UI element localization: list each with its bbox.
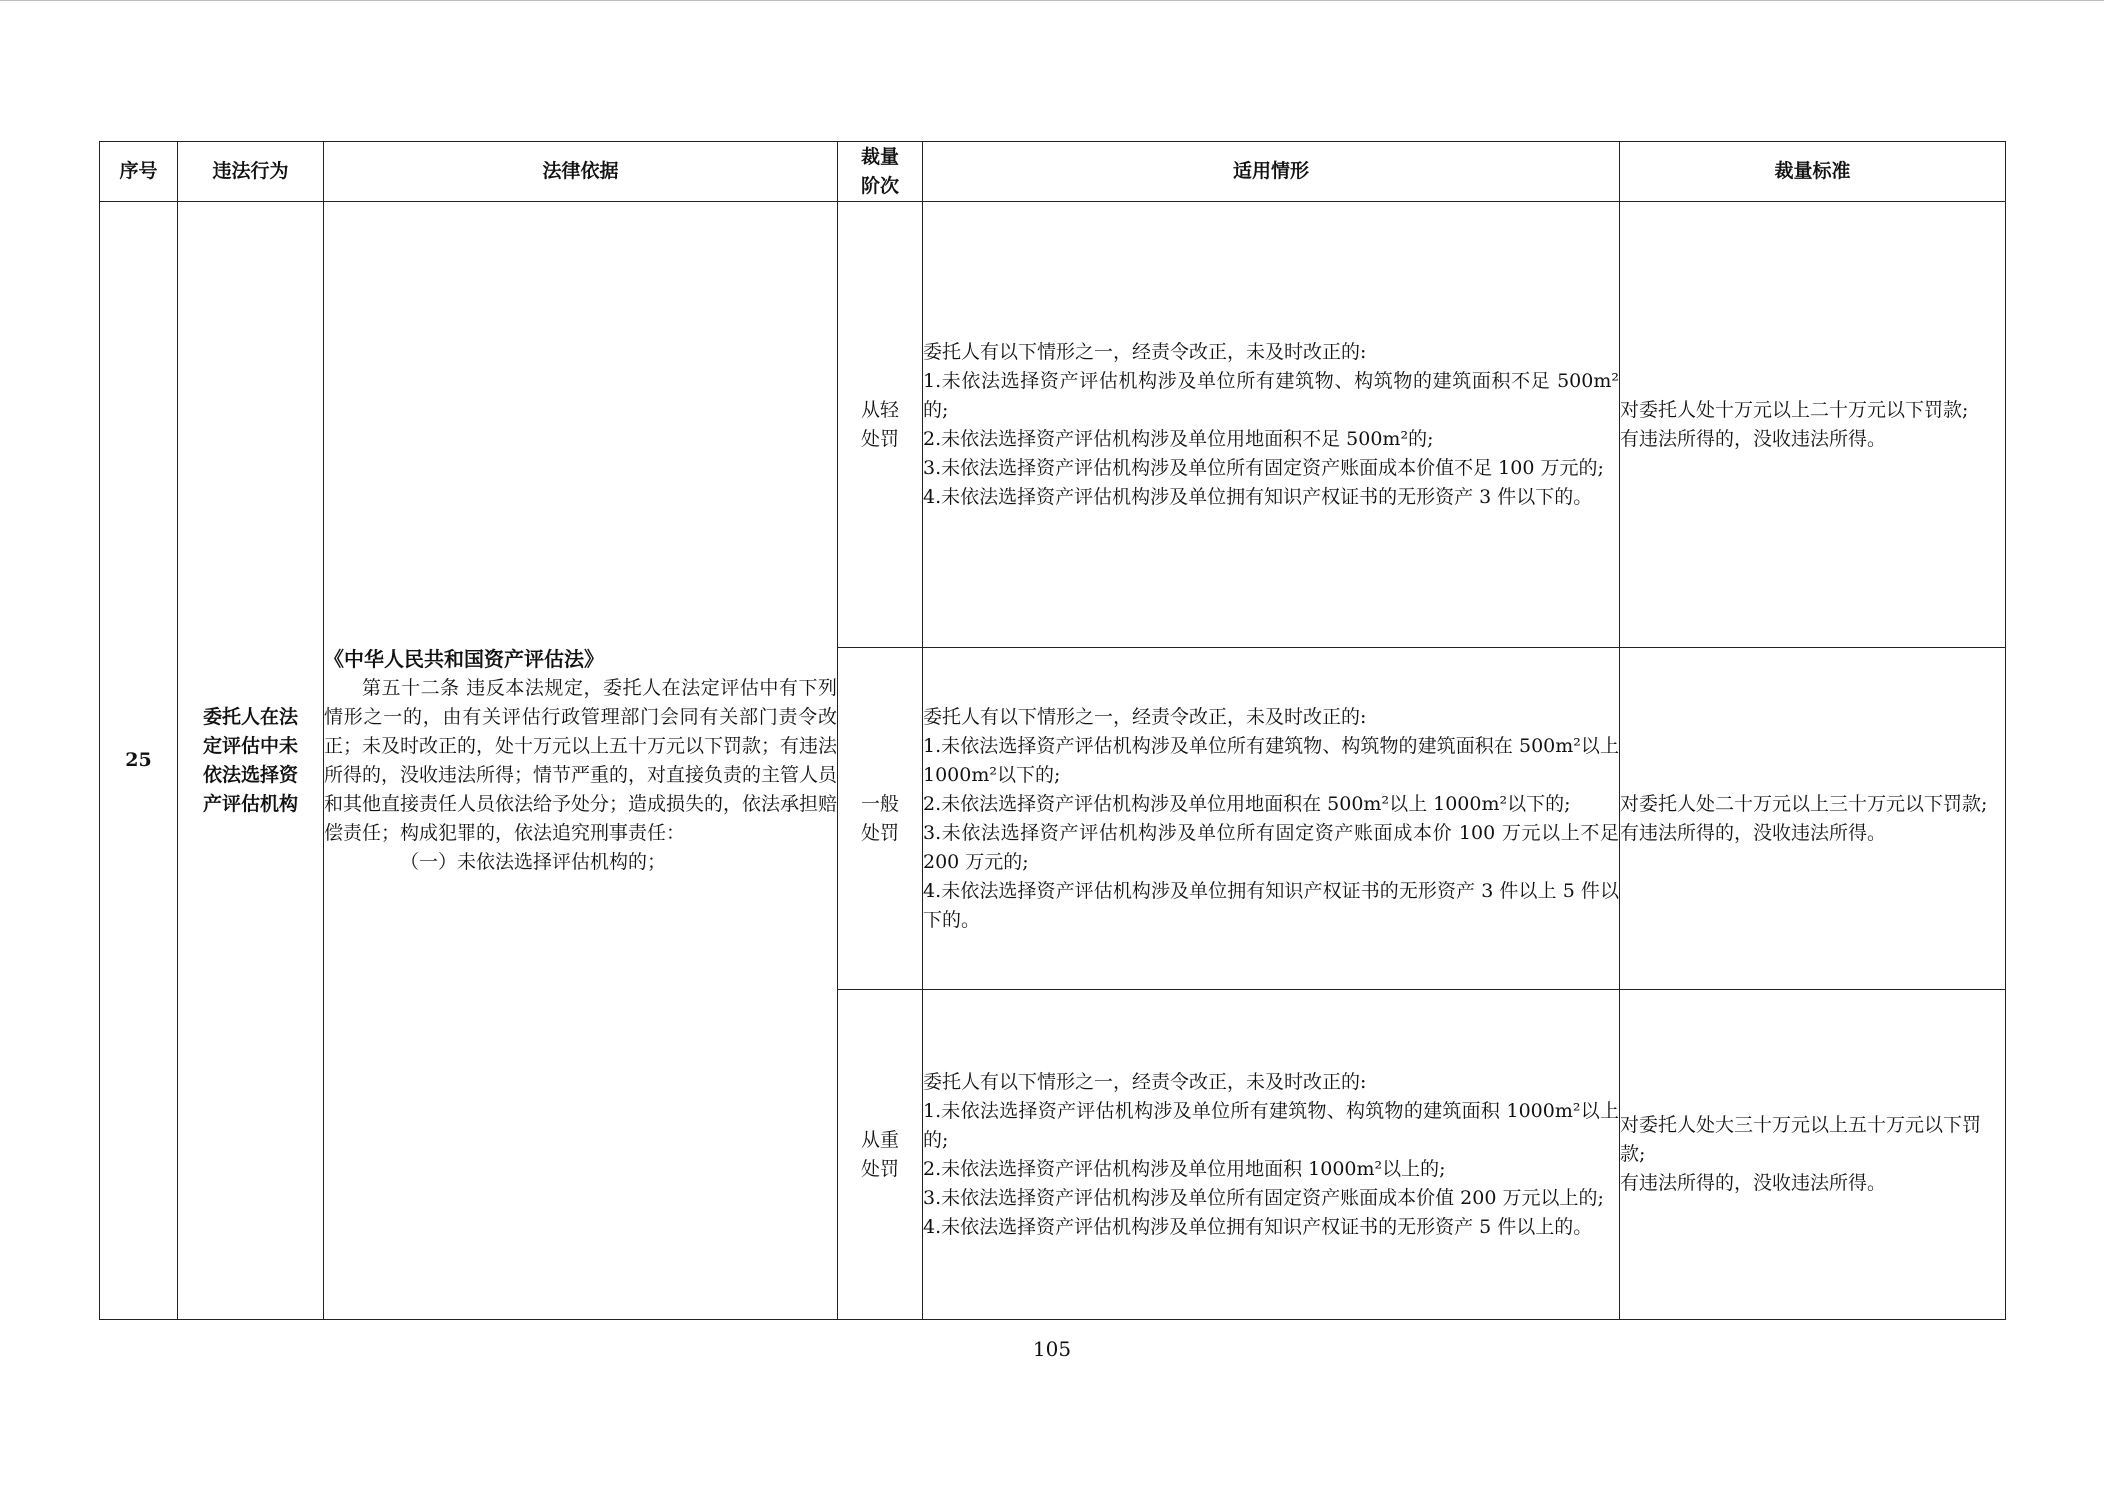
discretion-standard-table xyxy=(99,141,2006,1320)
level-text: 从重 xyxy=(860,1128,899,1151)
standard-line: 有违法所得的，没收违法所得。 xyxy=(1620,1172,1887,1194)
violation-act-line: 委托人在法 xyxy=(202,705,298,728)
violation-act-line: 依法选择资 xyxy=(202,763,298,786)
condition-line: 2.未依法选择资产评估机构涉及单位用地面积在 500m²以上 1000m²以下的; xyxy=(923,792,1571,815)
condition-line: 1.未依法选择资产评估机构涉及单位所有建筑物、构筑物的建筑面积在 500m²以上 1000m²以下的; xyxy=(923,734,1619,786)
level-heavy xyxy=(838,990,923,1320)
standard-line: 对委托人处大三十万元以上五十万元以下罚款; xyxy=(1620,1114,1982,1165)
standard-general xyxy=(1620,648,2006,990)
violation-act-line: 产评估机构 xyxy=(202,792,298,815)
condition-general xyxy=(923,648,1620,990)
law-clause-text: （一）未依法选择评估机构的； xyxy=(400,850,667,873)
header-num: 序号 xyxy=(100,142,178,202)
standard-line: 有违法所得的，没收违法所得。 xyxy=(1620,821,1887,844)
condition-line: 3.未依法选择资产评估机构涉及单位所有固定资产账面成本价 100 万元以上不足 200 万元的; xyxy=(923,821,1619,873)
condition-line: 3.未依法选择资产评估机构涉及单位所有固定资产账面成本价值 200 万元以上的; xyxy=(923,1186,1604,1209)
standard-light xyxy=(1620,202,2006,648)
condition-line: 4.未依法选择资产评估机构涉及单位拥有知识产权证书的无形资产 3 件以上 5 件以下的。 xyxy=(923,879,1619,931)
condition-line: 4.未依法选择资产评估机构涉及单位拥有知识产权证书的无形资产 5 件以上的。 xyxy=(923,1215,1593,1238)
condition-line: 委托人有以下情形之一，经责令改正，未及时改正的: xyxy=(923,1070,1367,1093)
page-number: 105 xyxy=(1032,1337,1072,1361)
violation-act xyxy=(178,202,324,1320)
header-level-line-1: 裁量 xyxy=(860,145,899,168)
condition-line: 2.未依法选择资产评估机构涉及单位用地面积不足 500m²的; xyxy=(923,427,1434,450)
header-law: 法律依据 xyxy=(324,142,838,202)
standard-line: 对委托人处十万元以上二十万元以下罚款; xyxy=(1620,398,1969,421)
level-text: 一般 xyxy=(860,792,899,815)
level-text: 处罚 xyxy=(860,1157,899,1180)
condition-line: 4.未依法选择资产评估机构涉及单位拥有知识产权证书的无形资产 3 件以下的。 xyxy=(923,485,1593,508)
condition-light xyxy=(923,202,1620,648)
condition-line: 1.未依法选择资产评估机构涉及单位所有建筑物、构筑物的建筑面积 1000m²以上的; xyxy=(923,1099,1619,1151)
condition-line: 委托人有以下情形之一，经责令改正，未及时改正的: xyxy=(923,340,1367,363)
standard-line: 对委托人处二十万元以上三十万元以下罚款; xyxy=(1620,792,1988,815)
legal-basis xyxy=(324,202,838,1320)
condition-line: 2.未依法选择资产评估机构涉及单位用地面积 1000m²以上的; xyxy=(923,1157,1446,1180)
law-title: 《中华人民共和国资产评估法》 xyxy=(324,646,604,671)
condition-line: 委托人有以下情形之一，经责令改正，未及时改正的: xyxy=(923,705,1367,728)
level-text: 处罚 xyxy=(860,427,899,450)
header-act: 违法行为 xyxy=(178,142,324,202)
standard-line: 有违法所得的，没收违法所得。 xyxy=(1620,427,1887,450)
level-general xyxy=(838,648,923,990)
header-level-line-2: 阶次 xyxy=(860,174,899,197)
header-std: 裁量标准 xyxy=(1620,142,2006,202)
top-rule xyxy=(0,0,2104,1)
condition-heavy xyxy=(923,990,1620,1320)
table-row xyxy=(100,202,2006,648)
header-row xyxy=(100,142,2006,202)
condition-line: 1.未依法选择资产评估机构涉及单位所有建筑物、构筑物的建筑面积不足 500m²的; xyxy=(923,369,1619,421)
row-number: 25 xyxy=(100,202,178,1320)
law-article-text: 第五十二条 违反本法规定，委托人在法定评估中有下列情形之一的，由有关评估行政管理部门会同有关部门责令改正；未及时改正的，处十万元以上五十万元以下罚款；有违法所得的，没收违法所得；情节严重的，对直接负责的主管人员和其他直接责任人员依法给予处分；造成损失的，依法承担赔偿责任；构成犯罪的，依法追究刑事责任： xyxy=(324,676,838,844)
header-level xyxy=(838,142,923,202)
level-light xyxy=(838,202,923,648)
condition-line: 3.未依法选择资产评估机构涉及单位所有固定资产账面成本价值不足 100 万元的; xyxy=(923,456,1604,479)
violation-act-line: 定评估中未 xyxy=(202,734,298,757)
header-cond: 适用情形 xyxy=(923,142,1620,202)
level-text: 从轻 xyxy=(860,398,899,421)
standard-heavy xyxy=(1620,990,2006,1320)
level-text: 处罚 xyxy=(860,821,899,844)
